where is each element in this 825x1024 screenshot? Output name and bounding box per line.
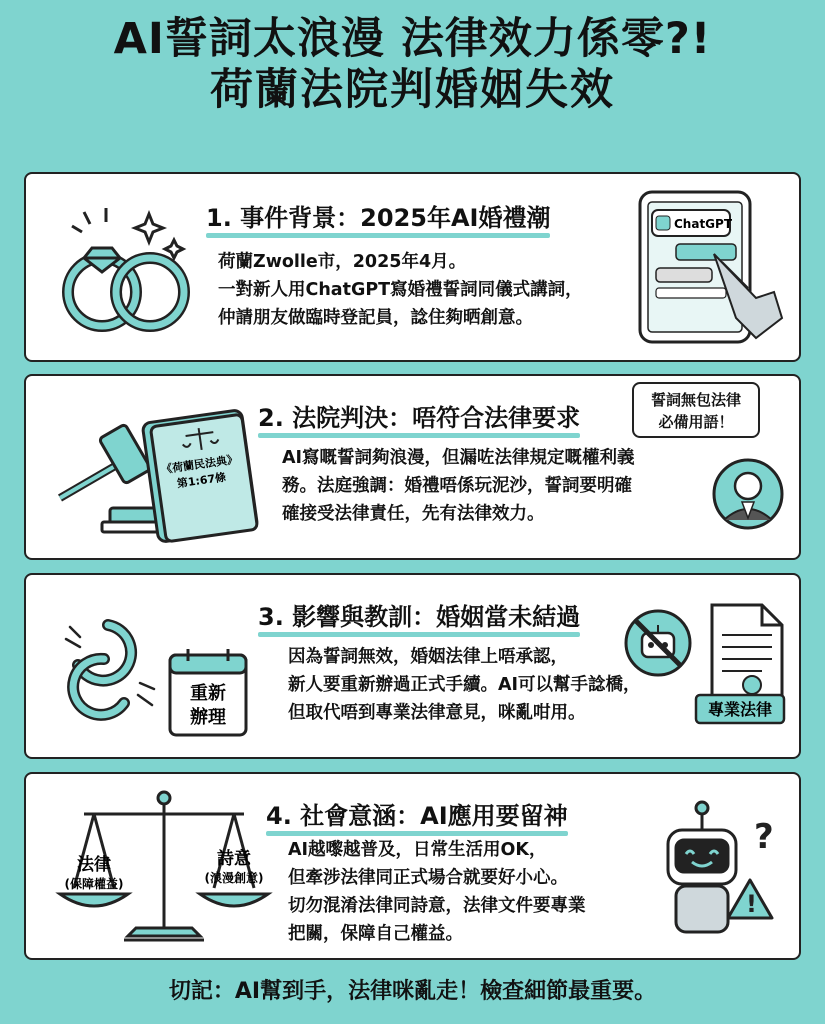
- gavel-book-icon: [50, 398, 270, 548]
- scale-left-sub: (保障權益): [64, 877, 124, 891]
- title-line-2: 荷蘭法院判婚姻失效: [210, 64, 615, 115]
- svg-text:!: !: [746, 890, 757, 918]
- calendar-label-2: 辦理: [190, 707, 226, 728]
- robot-warning-icon: [662, 798, 792, 948]
- broken-rings-icon: [46, 599, 176, 729]
- footer-note: 切記：AI幫到手，法律咪亂走！檢查細節最重要。: [168, 979, 657, 1004]
- legal-document-icon: [692, 599, 792, 729]
- balance-scale-icon: [44, 784, 284, 954]
- section-body-1: 荷蘭Zwolle市，2025年4月。 一對新人用ChatGPT寫婚禮誓詞同儀式講詞， 仲請朋友做臨時登記員，諗住夠晒創意。: [218, 252, 583, 328]
- section-heading-1: 1. 事件背景：2025年AI婚禮潮: [206, 198, 550, 233]
- no-robot-icon: [620, 605, 696, 681]
- section-card-1: [24, 172, 801, 362]
- page-title: [0, 14, 825, 115]
- svg-text:?: ?: [754, 817, 774, 857]
- lawyer-avatar-icon: [710, 456, 786, 532]
- scale-right-sub: (浪漫創意): [204, 871, 264, 885]
- title-line-1: AI誓詞太浪漫 法律效力係零?!: [113, 14, 712, 64]
- section-heading-4: 4. 社會意涵：AI應用要留神: [266, 796, 568, 831]
- section-card-4: [24, 772, 801, 960]
- section-card-3: [24, 573, 801, 759]
- book-title: 《荷蘭民法典》: [160, 452, 239, 477]
- section-body-2: AI寫嘅誓詞夠浪漫，但漏咗法律規定嘅權利義 務。法庭強調：婚禮唔係玩泥沙，誓詞要明確 確接受法律責任，先有法律效力。: [282, 448, 635, 524]
- chatgpt-label: ChatGPT: [674, 217, 733, 231]
- wedding-rings-icon: [54, 204, 204, 334]
- scale-right-label: 詩意: [217, 849, 251, 869]
- chatgpt-tablet-icon: [636, 188, 786, 353]
- document-label: 專業法律: [707, 700, 773, 719]
- scale-left-label: 法律: [77, 855, 111, 875]
- speech-bubble: 誓詞無包法律 必備用語！: [632, 382, 760, 438]
- section-body-4: AI越嚟越普及，日常生活用OK， 但牽涉法律同正式場合就要好小心。 切勿混淆法律同詩意，法律文件要專業 把關，保障自己權益。: [288, 840, 586, 944]
- calendar-icon: [166, 647, 250, 739]
- book-article: 第1:67條: [176, 470, 227, 491]
- section-heading-3: 3. 影響與教訓：婚姻當未結過: [258, 597, 580, 632]
- section-heading-2: 2. 法院判決：唔符合法律要求: [258, 398, 580, 433]
- section-body-3: 因為誓詞無效，婚姻法律上唔承認， 新人要重新辦過正式手續。AI可以幫手諗橋， 但取代唔到專業法律意見，咪亂咁用。: [288, 647, 641, 723]
- calendar-label-1: 重新: [190, 683, 226, 704]
